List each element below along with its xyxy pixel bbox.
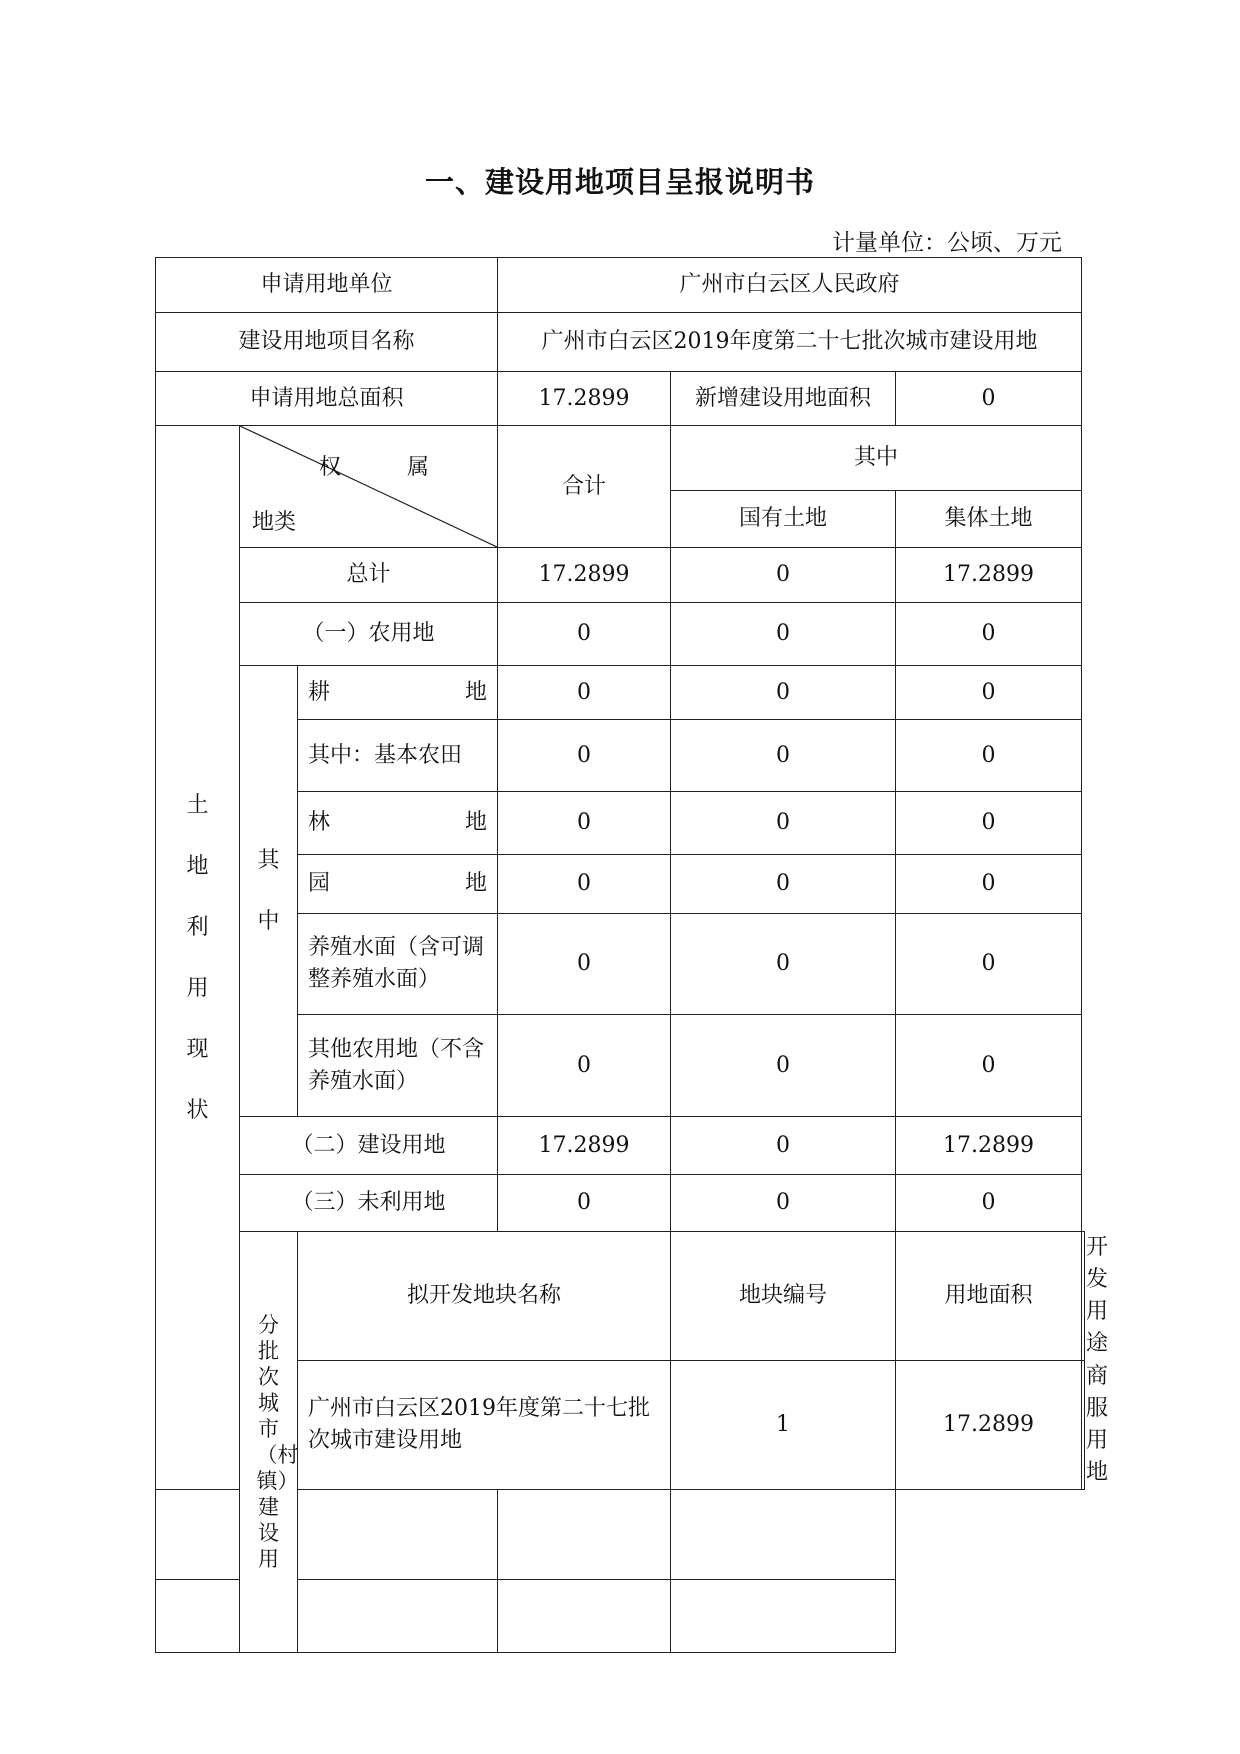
total-area-value: 17.2899: [498, 372, 671, 426]
cell-total: 0: [498, 1015, 671, 1117]
header-plot-name: 拟开发地块名称: [298, 1232, 671, 1361]
plot-no: 1: [671, 1361, 896, 1490]
land-use-section-label: [156, 426, 240, 1490]
cell-collective: 0: [896, 914, 1082, 1015]
plot-use: 商服用地: [1082, 1361, 1085, 1490]
cell-collective: 0: [896, 666, 1082, 720]
cell-state: 0: [671, 720, 896, 792]
row-total: [156, 548, 1085, 603]
new-area-value: 0: [896, 372, 1082, 426]
row-label: 耕地: [298, 666, 498, 720]
cell-collective: 0: [896, 603, 1082, 666]
row-agri: [156, 603, 1085, 666]
project-name-value: 广州市白云区2019年度第二十七批次城市建设用地: [498, 313, 1082, 372]
row-arable: [156, 666, 1085, 720]
empty-cell: [498, 1490, 671, 1580]
row-label: 其中：基本农田: [298, 720, 498, 792]
row-label: 林地: [298, 792, 498, 855]
cell-state: 0: [671, 855, 896, 914]
batch-section-text: 分批次城市（村镇）建设用: [256, 1313, 299, 1571]
cell-state: 0: [671, 666, 896, 720]
header-collective: 集体土地: [896, 491, 1082, 548]
header-diagonal-cell: [240, 426, 498, 548]
cell-state: 0: [671, 603, 896, 666]
header-among: 其中: [671, 426, 1082, 491]
row-label: 养殖水面（含可调整养殖水面）: [298, 914, 498, 1015]
cell-state: 0: [671, 792, 896, 855]
page-title: 一、建设用地项目呈报说明书: [424, 165, 815, 199]
plot-name: 广州市白云区2019年度第二十七批次城市建设用地: [298, 1361, 671, 1490]
project-name-label: 建设用地项目名称: [156, 313, 498, 372]
row-label: 总计: [240, 548, 498, 603]
cell-state: 0: [671, 548, 896, 603]
cell-collective: 17.2899: [896, 548, 1082, 603]
empty-cell: [298, 1490, 498, 1580]
total-area-row: [156, 372, 1085, 426]
land-use-header-row: [156, 426, 1085, 491]
header-ownership: 权 属: [319, 455, 452, 480]
row-label: （二）建设用地: [240, 1117, 498, 1175]
cell-collective: 0: [896, 720, 1082, 792]
batch-empty-row: [156, 1580, 1085, 1653]
header-plot-no: 地块编号: [671, 1232, 896, 1361]
cell-total: 17.2899: [498, 548, 671, 603]
cell-total: 0: [498, 1175, 671, 1232]
empty-cell: [671, 1580, 896, 1653]
cell-state: 0: [671, 1015, 896, 1117]
cell-state: 0: [671, 1117, 896, 1175]
cell-collective: 0: [896, 1015, 1082, 1117]
land-use-table: [155, 257, 1109, 1653]
row-construction: [156, 1117, 1085, 1175]
cell-collective: 0: [896, 1175, 1082, 1232]
cell-total: 0: [498, 792, 671, 855]
applicant-row: [156, 258, 1085, 313]
header-area: 用地面积: [896, 1232, 1082, 1361]
among-label-cell: [240, 666, 298, 1117]
among-label: 其中: [257, 848, 280, 934]
project-name-row: [156, 313, 1085, 372]
empty-cell: [498, 1580, 671, 1653]
header-total: 合计: [498, 426, 671, 548]
row-label: （三）未利用地: [240, 1175, 498, 1232]
land-use-section-text: 土地利用现状: [186, 792, 209, 1123]
empty-cell: [298, 1580, 498, 1653]
cell-collective: 17.2899: [896, 1117, 1082, 1175]
cell-total: 0: [498, 855, 671, 914]
cell-collective: 0: [896, 855, 1082, 914]
row-label: （一）农用地: [240, 603, 498, 666]
cell-total: 0: [498, 666, 671, 720]
cell-state: 0: [671, 1175, 896, 1232]
header-use: 开发用途: [1082, 1232, 1085, 1361]
row-unused: [156, 1175, 1085, 1232]
header-landtype: 地类: [252, 510, 297, 535]
applicant-value: 广州市白云区人民政府: [498, 258, 1082, 313]
batch-header-row: [156, 1232, 1085, 1361]
row-label: 其他农用地（不含养殖水面）: [298, 1015, 498, 1117]
empty-cell: [156, 1580, 298, 1653]
cell-total: 17.2899: [498, 1117, 671, 1175]
empty-cell: [671, 1490, 896, 1580]
plot-area: 17.2899: [896, 1361, 1082, 1490]
cell-state: 0: [671, 914, 896, 1015]
cell-total: 0: [498, 914, 671, 1015]
row-label: 园地: [298, 855, 498, 914]
header-state: 国有土地: [671, 491, 896, 548]
applicant-label: 申请用地单位: [156, 258, 498, 313]
cell-collective: 0: [896, 792, 1082, 855]
cell-total: 0: [498, 603, 671, 666]
new-area-label: 新增建设用地面积: [671, 372, 896, 426]
batch-empty-row: [156, 1490, 1085, 1580]
unit-note: 计量单位：公顷、万元: [832, 230, 1062, 256]
cell-total: 0: [498, 720, 671, 792]
total-area-label: 申请用地总面积: [156, 372, 498, 426]
